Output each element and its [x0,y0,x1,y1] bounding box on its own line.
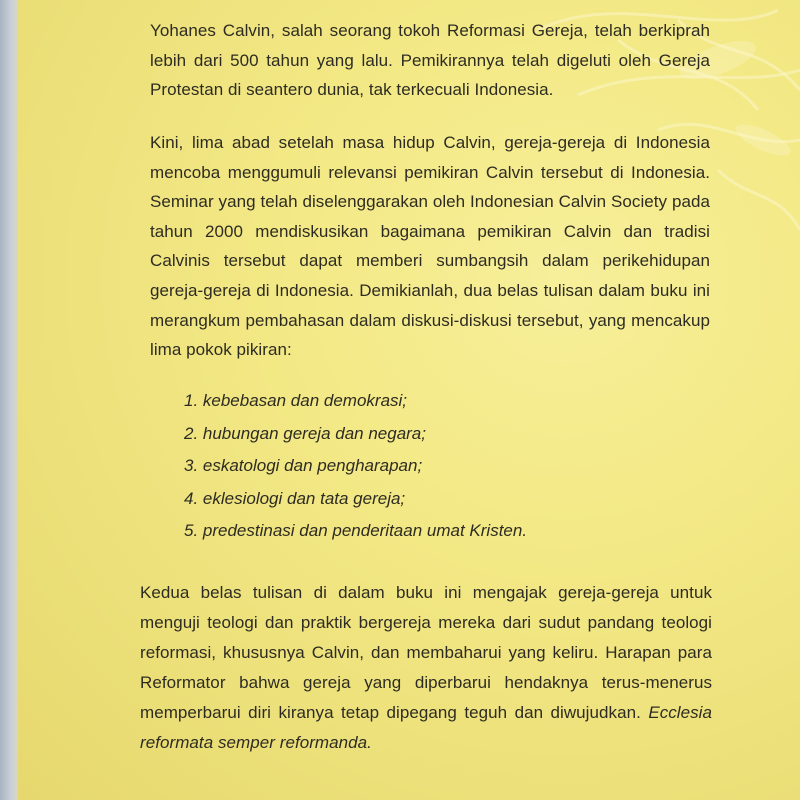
list-item: 1. kebebasan dan demokrasi; [184,391,408,410]
book-edge [0,0,18,800]
topics-list [184,385,527,548]
list-item: 3. eskatologi dan pengharapan; [184,456,423,475]
closing-text: Kedua belas tulisan di dalam buku ini mengajak gereja-gereja untuk menguji teologi dan praktik bergereja mereka dari sudut pandang teologi reformasi, khususnya Calvin, dan membaharui yang keliru. Harapan para Reformator bahwa gereja yang diperbarui hendaknya terus-menerus memperbarui diri kiranya tetap dipegang teguh dan diwujudkan. [140,583,712,722]
latin-motto: Ecclesia reformata semper reformanda. [140,703,713,752]
context-paragraph: Kini, lima abad setelah masa hidup Calvin, gereja-gereja di Indonesia mencoba menggumuli relevansi pemikiran Calvin tersebut di Indonesia. Seminar yang telah diselenggarakan oleh Indonesian Calvin Society pada tahun 2000 mendiskusikan bagaimana pemikiran Calvin dan tradisi Calvinis tersebut dapat memberi sumbangsih dalam perikehidupan gereja-gereja di Indonesia. Demikianlah, dua belas tulisan dalam buku ini merangkum pembahasan dalam diskusi-diskusi tersebut, yang mencakup lima pokok pikiran: [150,133,710,360]
list-item: 5. predestinasi dan penderitaan umat Kristen. [184,521,528,540]
back-cover-page [18,0,800,800]
list-item: 4. eklesiologi dan tata gereja; [184,488,406,508]
list-item: 2. hubungan gereja dan negara; [184,423,426,443]
intro-paragraph: Yohanes Calvin, salah seorang tokoh Reformasi Gereja, telah berkiprah lebih dari 500 tahun yang lalu. Pemikirannya telah digeluti oleh Gereja Protestan di seantero dunia, tak terkecuali Indonesia. [150,21,710,100]
closing-paragraph [140,578,712,758]
